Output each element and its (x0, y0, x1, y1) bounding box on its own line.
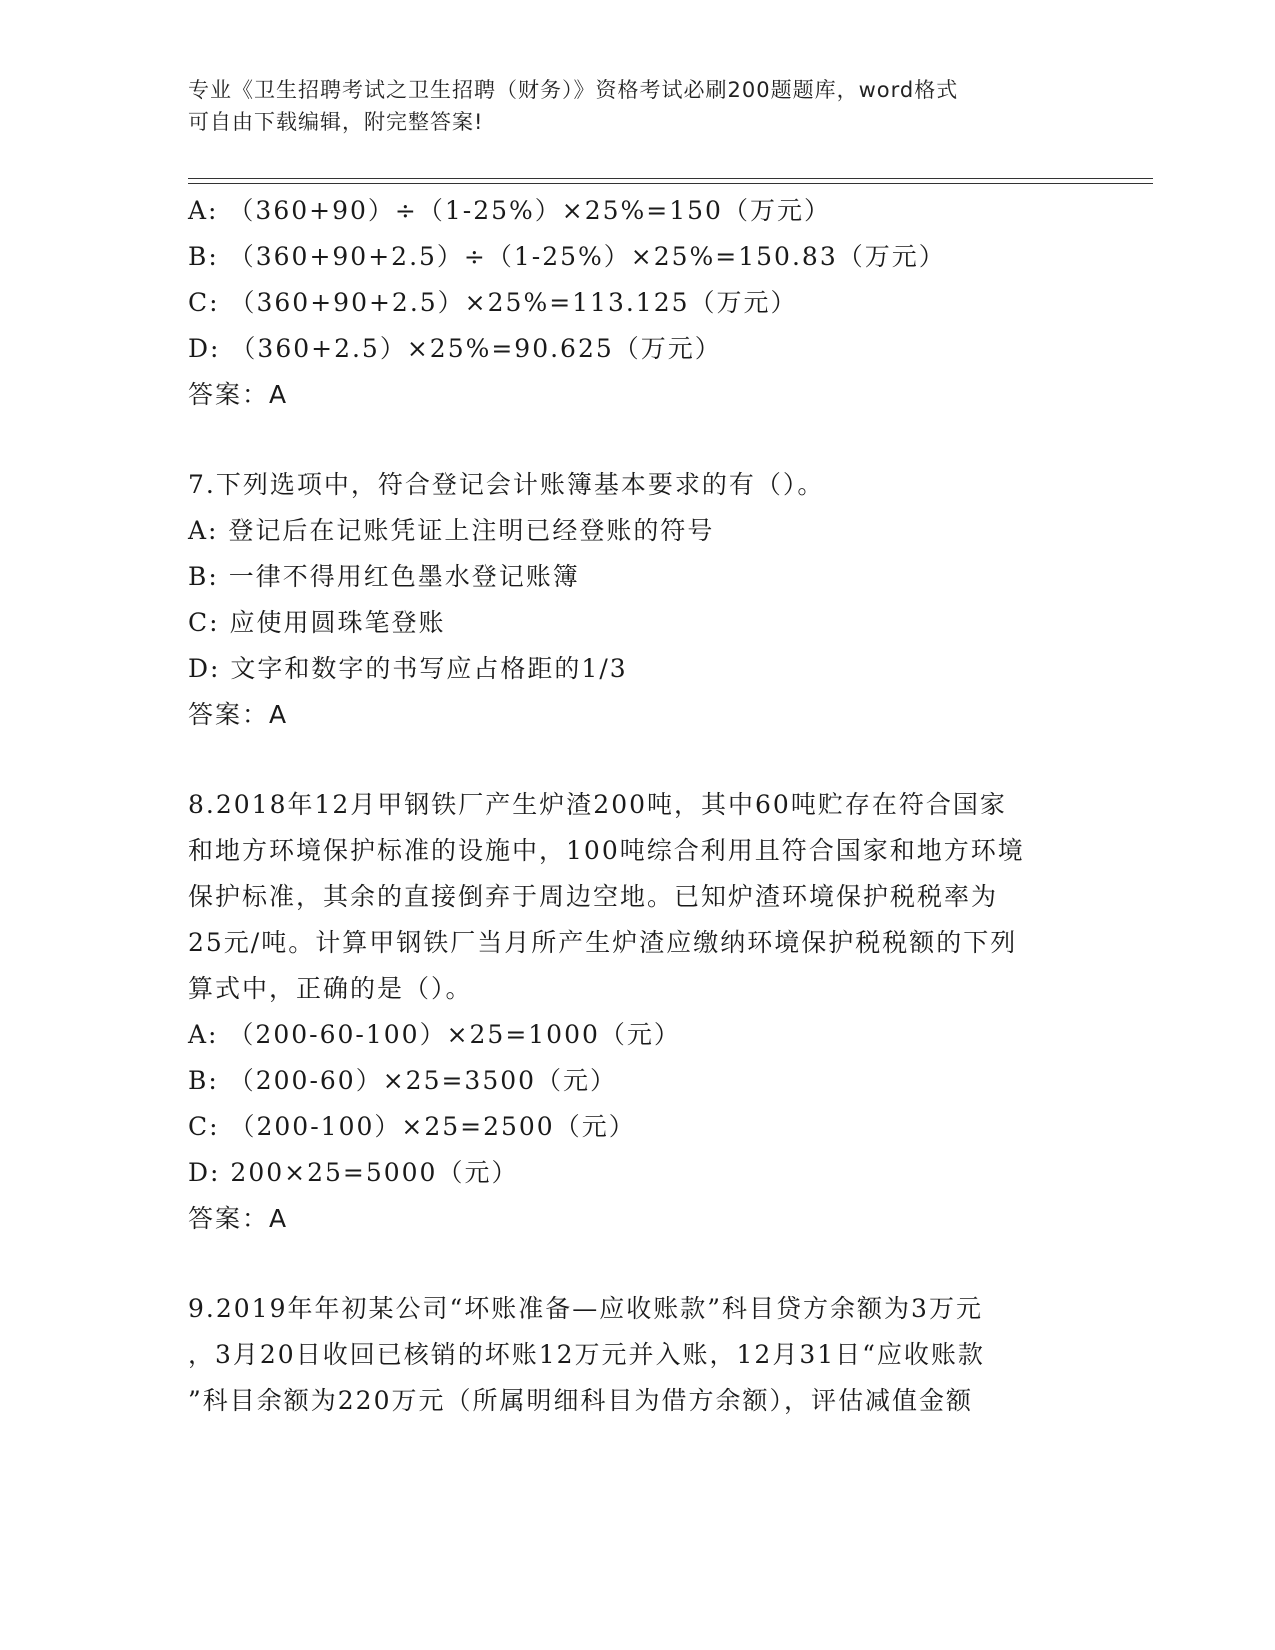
q8-question-line-1: 8.2018年12月甲钢铁厂产生炉渣200吨，其中60吨贮存在符合国家 (188, 790, 1007, 819)
q6-option-d: D: （360+2.5）×25%=90.625（万元） (188, 334, 722, 363)
q8-option-b: B: （200-60）×25=3500（元） (188, 1066, 618, 1095)
q6-answer: 答案：A (188, 380, 289, 409)
q6-option-b: B: （360+90+2.5）÷（1-25%）×25%=150.83（万元） (188, 242, 946, 271)
q9-question-line-3: ”科目余额为220万元（所属明细科目为借方余额），评估减值金额 (188, 1386, 974, 1415)
spacer (188, 418, 1088, 462)
question-7 (188, 462, 1088, 738)
header-rule-bottom (188, 183, 1153, 184)
q8-question-line-3: 保护标准，其余的直接倒弃于周边空地。已知炉渣环境保护税税率为 (188, 882, 999, 911)
q6-option-a: A: （360+90）÷（1-25%）×25%=150（万元） (188, 196, 831, 225)
q8-question-line-5: 算式中，正确的是（）。 (188, 974, 473, 1003)
question-8 (188, 782, 1088, 1242)
q8-question-line-2: 和地方环境保护标准的设施中，100吨综合利用且符合国家和地方环境 (188, 836, 1025, 865)
spacer (188, 1242, 1088, 1286)
q8-answer: 答案：A (188, 1204, 289, 1233)
q8-option-d: D: 200×25=5000（元） (188, 1158, 519, 1187)
question-9 (188, 1286, 1088, 1424)
q7-option-c: C: 应使用圆珠笔登账 (188, 608, 446, 637)
header-title-line-2: 可自由下载编辑，附完整答案! (188, 110, 484, 134)
q9-question-line-1: 9.2019年年初某公司“坏账准备—应收账款”科目贷方余额为3万元 (188, 1294, 983, 1323)
document-body (188, 188, 1088, 1424)
q7-option-a: A: 登记后在记账凭证上注明已经登账的符号 (188, 516, 715, 545)
q8-question-line-4: 25元/吨。计算甲钢铁厂当月所产生炉渣应缴纳环境保护税税额的下列 (188, 928, 1018, 957)
q8-option-c: C: （200-100）×25=2500（元） (188, 1112, 636, 1141)
q7-question: 7.下列选项中，符合登记会计账簿基本要求的有（）。 (188, 470, 825, 499)
question-6 (188, 188, 1088, 418)
q7-option-b: B: 一律不得用红色墨水登记账簿 (188, 562, 580, 591)
q6-option-c: C: （360+90+2.5）×25%=113.125（万元） (188, 288, 798, 317)
header-rule-top (188, 178, 1153, 179)
spacer (188, 738, 1088, 782)
q7-option-d: D: 文字和数字的书写应占格距的1/3 (188, 654, 628, 683)
header-title-line-1: 专业《卫生招聘考试之卫生招聘（财务）》资格考试必刷200题题库，word格式 (188, 78, 959, 102)
q8-option-a: A: （200-60-100）×25=1000（元） (188, 1020, 681, 1049)
q9-question-line-2: ，3月20日收回已核销的坏账12万元并入账，12月31日“应收账款 (188, 1340, 985, 1369)
page-header (188, 74, 1068, 138)
q7-answer: 答案：A (188, 700, 289, 729)
